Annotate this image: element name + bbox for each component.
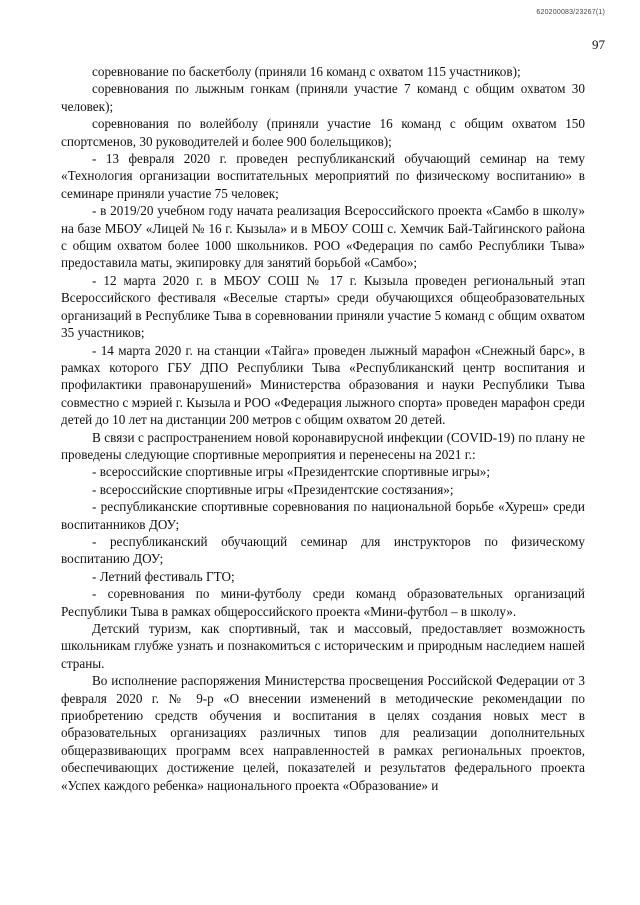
paragraph-basketball: соревнование по баскетболу (приняли 16 команд с охватом 115 участников);: [92, 64, 521, 79]
paragraph-cancelled-item-2: - всероссийские спортивные игры «Президентские состязания»;: [92, 481, 454, 497]
document-id: 620200083/23267(1): [536, 9, 605, 16]
body-text: [61, 63, 585, 794]
paragraph-volleyball: соревнования по волейболу (приняли участие 16 команд с общим охватом 150 спортсменов, 30 руководителей и более 900 болельщиков);: [61, 116, 585, 149]
paragraph-veselye-starty: - 12 марта 2020 г. в МБОУ СОШ № 17 г. Кызыла проведен региональный этап Всероссийского фестиваля «Веселые старты» среди обучающихся общеобразовательных организаций в Республике Тыва в соревновании приняли участие 5 команд с общим охватом 35 участников;: [61, 272, 585, 341]
paragraph-ministry-order: Во исполнение распоряжения Министерства просвещения Российской Федерации от 3 февраля 2020 г. № 9-р «О внесении изменений в методические рекомендации по приобретению средств обучения и воспитания в целях создания новых мест в образовательных организациях различных типов для реализации дополнительных общеразвивающих программ всех направленностей в рамках региональных проектов, обеспечивающих достижение целей, показателей и результатов федерального проекта «Успех каждого ребенка» национального проекта «Образование» и: [61, 673, 585, 793]
page-number: 97: [592, 37, 605, 52]
paragraph-covid-intro: В связи с распространением новой коронавирусной инфекции (COVID-19) по плану не проведены следующие спортивные мероприятия и перенесены на 2021 г.:: [61, 429, 585, 462]
paragraph-cancelled-item-4: - республиканский обучающий семинар для инструкторов по физическому воспитанию ДОУ;: [61, 533, 585, 567]
paragraph-cancelled-item-6: - соревнования по мини-футболу среди команд образовательных организаций Республики Тыва в рамках общероссийского проекта «Мини-футбол – в школу».: [61, 586, 585, 619]
paragraph-cancelled-item-1: - всероссийские спортивные игры «Президентские спортивные игры»;: [92, 464, 490, 480]
paragraph-child-tourism: Детский туризм, как спортивный, так и массовый, предоставляет возможность школьникам глубже узнать и познакомиться с историческим и природным наследием нашей страны.: [61, 621, 585, 671]
paragraph-cancelled-item-3: - республиканские спортивные соревнования по национальной борьбе «Хуреш» среди воспитанников ДОУ;: [61, 499, 585, 532]
paragraph-seminar-feb13: - 13 февраля 2020 г. проведен республиканский обучающий семинар на тему «Технология организации воспитательных мероприятий по физическому воспитанию» в семинаре приняли участие 75 человек;: [61, 151, 585, 201]
paragraph-cancelled-item-5: - Летний фестиваль ГТО;: [92, 568, 235, 584]
paragraph-ski-racing: соревнования по лыжным гонкам (приняли участие 7 команд с общим охватом 30 человек);: [61, 81, 585, 114]
paragraph-sambo-project: - в 2019/20 учебном году начата реализация Всероссийского проекта «Самбо в школу» на базе МБОУ «Лицей № 16 г. Кызыла» и в МБОУ СОШ с. Хемчик Бай-Тайгинского района с общим охватом более 1000 школьников. РОО «Федерация по самбо Республики Тыва» предоставила маты, экипировку для занятий борьбой «Самбо»;: [61, 203, 585, 271]
paragraph-ski-marathon: - 14 марта 2020 г. на станции «Тайга» проведен лыжный марафон «Снежный барс», в рамках которого ГБУ ДПО Республики Тыва «Республиканский центр воспитания и профилактики правонарушений» Министерства образования и науки Республики Тыва совместно с мэрией г. Кызыла и РОО «Федерация лыжного спорта» проведен марафон среди детей до 10 лет на дистанции 200 метров с общим охватом 20 детей.: [61, 342, 585, 428]
